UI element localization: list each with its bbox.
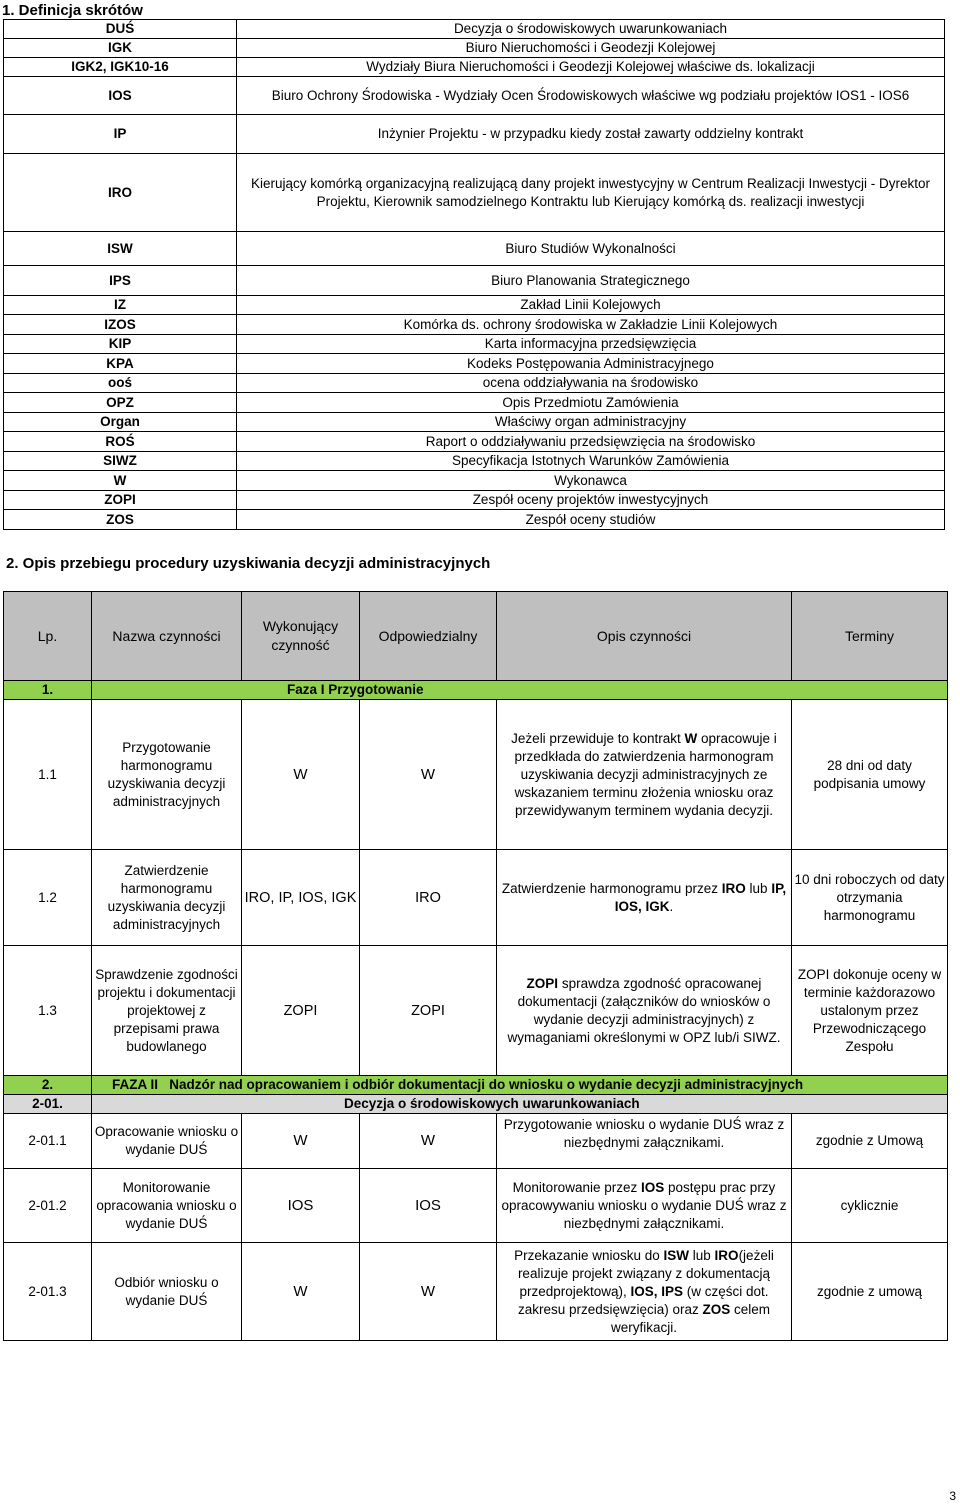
row-name: Przygotowanie harmonogramu uzyskiwania decyzji administracyjnych xyxy=(92,700,242,850)
row-name: Odbiór wniosku o wydanie DUŚ xyxy=(92,1243,242,1341)
abbr-key: IP xyxy=(4,115,237,154)
subphase-label: Decyzja o środowiskowych uwarunkowaniach xyxy=(92,1095,948,1114)
row-description: Jeżeli przewiduje to kontrakt W opracowuje i przedkłada do zatwierdzenia harmonogram uzyskiwania decyzji administracyjnych ze wskazaniem terminu złożenia wniosku oraz przewidywanym terminem wydania decyzji. xyxy=(497,700,792,850)
abbr-row xyxy=(4,20,945,39)
row-name: Sprawdzenie zgodności projektu i dokumentacji projektowej z przepisami prawa budowlanego xyxy=(92,946,242,1076)
header-lp: Lp. xyxy=(4,592,92,681)
abbr-row xyxy=(4,393,945,413)
abbr-row xyxy=(4,354,945,374)
abbr-key: Organ xyxy=(4,413,237,432)
abbr-value: Decyzja o środowiskowych uwarunkowaniach xyxy=(237,20,945,39)
abbr-key: OPZ xyxy=(4,393,237,413)
row-responsible: ZOPI xyxy=(360,946,497,1076)
row-lp: 2-01.3 xyxy=(4,1243,92,1341)
row-description: ZOPI sprawdza zgodność opracowanej dokumentacji (załączników do wniosków o wydanie decyzji administracyjnych) z wymaganiami określonymi w OPZ lub/i SIWZ. xyxy=(497,946,792,1076)
abbr-value: Biuro Nieruchomości i Geodezji Kolejowej xyxy=(237,39,945,58)
row-deadline: 28 dni od daty podpisania umowy xyxy=(792,700,948,850)
abbr-row xyxy=(4,296,945,315)
page-number: 3 xyxy=(949,1489,956,1503)
abbr-row xyxy=(4,413,945,432)
abbr-value: Komórka ds. ochrony środowiska w Zakładzie Linii Kolejowych xyxy=(237,315,945,335)
row-performer: W xyxy=(242,700,360,850)
abbr-value: Opis Przedmiotu Zamówienia xyxy=(237,393,945,413)
row-responsible: W xyxy=(360,700,497,850)
abbr-key: IGK xyxy=(4,39,237,58)
row-description: Przygotowanie wniosku o wydanie DUŚ wraz z niezbędnymi załącznikami. xyxy=(497,1114,792,1169)
row-lp: 2-01.1 xyxy=(4,1114,92,1169)
table-row xyxy=(4,1114,948,1169)
phase2-lp: 2. xyxy=(4,1076,92,1095)
section2-title: 2. Opis przebiegu procedury uzyskiwania decyzji administracyjnych xyxy=(6,555,491,572)
abbr-row xyxy=(4,510,945,530)
row-lp: 2-01.2 xyxy=(4,1169,92,1243)
abbr-value: Wydziały Biura Nieruchomości i Geodezji Kolejowej właściwe ds. lokalizacji xyxy=(237,58,945,77)
abbr-value: Zespół oceny projektów inwestycyjnych xyxy=(237,491,945,510)
abbr-value: Karta informacyjna przedsięwzięcia xyxy=(237,335,945,354)
abbr-value: Biuro Ochrony Środowiska - Wydziały Ocen Środowiskowych właściwe wg podziału projektów IOS1 - IOS6 xyxy=(237,77,945,115)
header-responsible: Odpowiedzialny xyxy=(360,592,497,681)
abbr-key: ZOS xyxy=(4,510,237,530)
abbr-row xyxy=(4,471,945,491)
abbr-row xyxy=(4,266,945,296)
abbr-key: IPS xyxy=(4,266,237,296)
row-responsible: W xyxy=(360,1114,497,1169)
row-performer: IRO, IP, IOS, IGK xyxy=(242,850,360,946)
procedure-table xyxy=(3,591,948,1341)
header-description: Opis czynności xyxy=(497,592,792,681)
abbr-row xyxy=(4,77,945,115)
subphase-lp: 2-01. xyxy=(4,1095,92,1114)
row-name: Zatwierdzenie harmonogramu uzyskiwania decyzji administracyjnych xyxy=(92,850,242,946)
row-deadline: 10 dni roboczych od daty otrzymania harmonogramu xyxy=(792,850,948,946)
row-lp: 1.3 xyxy=(4,946,92,1076)
row-description: Zatwierdzenie harmonogramu przez IRO lub IP, IOS, IGK. xyxy=(497,850,792,946)
abbr-key: IZ xyxy=(4,296,237,315)
row-lp: 1.2 xyxy=(4,850,92,946)
abbr-value: Zespół oceny studiów xyxy=(237,510,945,530)
row-lp: 1.1 xyxy=(4,700,92,850)
abbr-value: Biuro Planowania Strategicznego xyxy=(237,266,945,296)
abbr-key: KIP xyxy=(4,335,237,354)
row-deadline: zgodnie z Umową xyxy=(792,1114,948,1169)
abbr-row xyxy=(4,315,945,335)
abbr-value: Wykonawca xyxy=(237,471,945,491)
abbr-key: ooś xyxy=(4,374,237,393)
table-row xyxy=(4,850,948,946)
abbr-key: ROŚ xyxy=(4,432,237,452)
row-performer: W xyxy=(242,1243,360,1341)
table-row xyxy=(4,1169,948,1243)
abbr-key: DUŚ xyxy=(4,20,237,39)
abbr-key: IGK2, IGK10-16 xyxy=(4,58,237,77)
row-deadline: ZOPI dokonuje oceny w terminie każdorazowo ustalonym przez Przewodniczącego Zespołu xyxy=(792,946,948,1076)
abbr-row xyxy=(4,432,945,452)
row-description: Przekazanie wniosku do ISW lub IRO(jeżeli realizuje projekt związany z dokumentacją przedprojektową), IOS, IPS (w części dot. zakresu przedsięwzięcia) oraz ZOS celem weryfikacji. xyxy=(497,1243,792,1341)
abbr-row xyxy=(4,491,945,510)
abbreviations-table xyxy=(3,19,945,530)
abbr-row xyxy=(4,232,945,266)
phase1-row xyxy=(4,681,948,700)
abbr-key: IRO xyxy=(4,154,237,232)
abbr-value: Kodeks Postępowania Administracyjnego xyxy=(237,354,945,374)
row-deadline: zgodnie z umową xyxy=(792,1243,948,1341)
abbr-key: W xyxy=(4,471,237,491)
table-row xyxy=(4,700,948,850)
row-responsible: IRO xyxy=(360,850,497,946)
abbr-key: KPA xyxy=(4,354,237,374)
abbr-value: Raport o oddziaływaniu przedsięwzięcia na środowisko xyxy=(237,432,945,452)
row-description: Monitorowanie przez IOS postępu prac przy opracowywaniu wniosku o wydanie DUŚ wraz z niezbędnymi załącznikami. xyxy=(497,1169,792,1243)
section1-title: 1. Definicja skrótów xyxy=(2,2,143,19)
abbr-value: ocena oddziaływania na środowisko xyxy=(237,374,945,393)
abbr-key: IOS xyxy=(4,77,237,115)
row-responsible: W xyxy=(360,1243,497,1341)
abbr-value: Właściwy organ administracyjny xyxy=(237,413,945,432)
abbr-row xyxy=(4,374,945,393)
table-row xyxy=(4,946,948,1076)
row-performer: ZOPI xyxy=(242,946,360,1076)
row-deadline: cyklicznie xyxy=(792,1169,948,1243)
abbr-key: SIWZ xyxy=(4,452,237,471)
abbr-key: IZOS xyxy=(4,315,237,335)
abbr-value: Inżynier Projektu - w przypadku kiedy został zawarty oddzielny kontrakt xyxy=(237,115,945,154)
abbr-value: Kierujący komórką organizacyjną realizującą dany projekt inwestycyjny w Centrum Realizacji Inwestycji - Dyrektor Projektu, Kierownik samodzielnego Kontraktu lub Kierujący komórką ds. realizacji inwestycji xyxy=(237,154,945,232)
abbr-value: Specyfikacja Istotnych Warunków Zamówienia xyxy=(237,452,945,471)
row-name: Opracowanie wniosku o wydanie DUŚ xyxy=(92,1114,242,1169)
abbr-value: Zakład Linii Kolejowych xyxy=(237,296,945,315)
table-row xyxy=(4,1243,948,1341)
header-activity-name: Nazwa czynności xyxy=(92,592,242,681)
abbr-key: ZOPI xyxy=(4,491,237,510)
abbr-value: Biuro Studiów Wykonalności xyxy=(237,232,945,266)
abbr-row xyxy=(4,39,945,58)
table-header-row xyxy=(4,592,948,681)
subphase-row xyxy=(4,1095,948,1114)
row-performer: W xyxy=(242,1114,360,1169)
abbr-row xyxy=(4,154,945,232)
row-responsible: IOS xyxy=(360,1169,497,1243)
abbr-row xyxy=(4,115,945,154)
abbr-row xyxy=(4,58,945,77)
abbr-key: ISW xyxy=(4,232,237,266)
row-performer: IOS xyxy=(242,1169,360,1243)
phase1-lp: 1. xyxy=(4,681,92,700)
abbr-row xyxy=(4,335,945,354)
header-performer: Wykonujący czynność xyxy=(242,592,360,681)
phase2-row xyxy=(4,1076,948,1095)
phase2-label: FAZA II Nadzór nad opracowaniem i odbiór dokumentacji do wniosku o wydanie decyzji administracyjnych xyxy=(92,1076,948,1095)
row-name: Monitorowanie opracowania wniosku o wydanie DUŚ xyxy=(92,1169,242,1243)
header-deadlines: Terminy xyxy=(792,592,948,681)
abbr-row xyxy=(4,452,945,471)
phase1-label: Faza I Przygotowanie xyxy=(92,681,948,700)
